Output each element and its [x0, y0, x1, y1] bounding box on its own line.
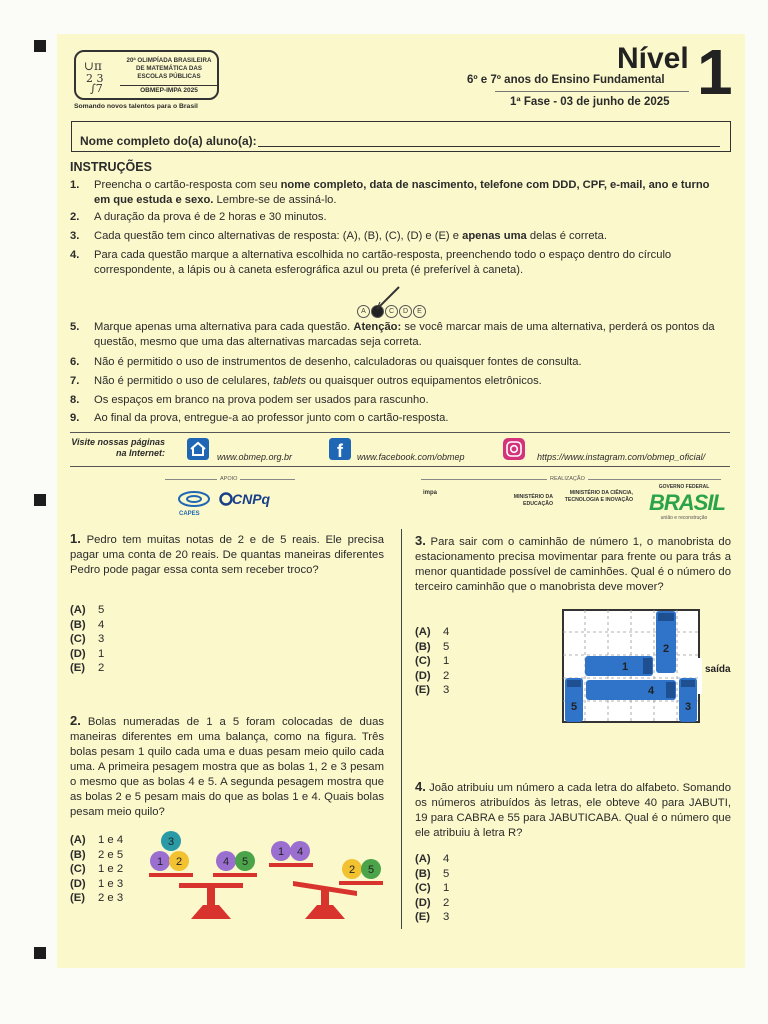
cnpq-logo-icon [219, 492, 233, 506]
option[interactable]: (B) 5 [415, 867, 450, 880]
option[interactable]: (C) 1 [415, 882, 450, 895]
scale-post [321, 889, 329, 907]
ball-5 [361, 859, 381, 879]
exit-label: saída [705, 664, 731, 675]
instruction-item: 4. Para cada questão marque a alternativa escolhida no cartão-resposta, preenchendo todo o espaço dentro do círculo correspondente, a lápis ou à caneta esferográfica azul ou preta (é preferível à caneta). [70, 249, 672, 276]
logo-tagline: Somando novos talentos para o Brasil [74, 103, 198, 110]
scale-pan-right [213, 873, 257, 877]
logo-title: 20ª OLIMPÍADA BRASILEIRA DE MATEMÁTICA DAS ESCOLAS PÚBLICAS [126, 57, 212, 80]
option[interactable]: (E) 2 [70, 662, 105, 675]
support-caption: APOIO [217, 476, 240, 482]
option[interactable]: (E) 3 [415, 684, 450, 697]
svg-text:1: 1 [277, 846, 285, 858]
option[interactable]: (D) 2 [415, 896, 450, 909]
option[interactable]: (A) 1 e 4 [70, 834, 124, 846]
scale-pan-right [339, 881, 383, 885]
bubble-a: A [357, 305, 370, 318]
ball-1 [150, 851, 170, 871]
question-3-text: 3. Para sair com o caminhão de número 1, o manobrista do estacionamento precisa movimentar para frente ou para trás a menor quantidade possível de caminhões. Qual é o número do terceiro caminhão que o manobrista deve mover? [415, 533, 731, 593]
exit-gap [698, 658, 702, 694]
option[interactable]: (A) 4 [415, 853, 450, 865]
truck-4 [586, 680, 676, 700]
instruction-item: 5. Marque apenas uma alternativa para cada questão. Atenção: se você marcar mais de uma alternativa, perderá os pontos da questão, mesmo que uma das alternativas marcadas seja correta. [70, 321, 715, 348]
level-number: 1 [697, 36, 733, 108]
grade-range: 6º e 7º anos do Ensino Fundamental [467, 74, 665, 86]
visit-label: Visite nossas páginas na Internet: [71, 437, 165, 458]
svg-text:f: f [337, 441, 343, 460]
scale-2 [269, 841, 383, 919]
cnpq-logo-text: CNPq [232, 491, 271, 507]
svg-text:2 3: 2 3 [86, 72, 104, 85]
scale-1 [149, 831, 257, 919]
svg-text:5: 5 [367, 864, 375, 876]
gov-brasil-logo: BRASIL [649, 490, 725, 515]
svg-text:5: 5 [570, 701, 578, 713]
instruction-item: 9. Ao final da prova, entregue-a ao professor junto com o cartão-resposta. [70, 412, 449, 424]
svg-text:1: 1 [156, 856, 164, 868]
realization-caption: REALIZAÇÃO [547, 476, 588, 482]
svg-text:4: 4 [647, 685, 655, 697]
capes-logo-text: CAPES [179, 511, 200, 517]
bubble-e: E [413, 305, 426, 318]
svg-text:2: 2 [348, 864, 356, 876]
instagram-link[interactable]: https://www.instagram.com/obmep_oficial/ [537, 452, 706, 462]
exam-sheet [57, 34, 745, 968]
scale-base [191, 905, 231, 919]
svg-text:∫7: ∫7 [90, 82, 103, 94]
capes-logo-icon [177, 490, 211, 508]
student-name-label: Nome completo do(a) aluno(a): [80, 134, 257, 148]
site-link[interactable]: www.obmep.org.br [217, 452, 293, 462]
question-4-options [415, 852, 449, 925]
student-name-box [71, 121, 731, 152]
svg-text:2: 2 [662, 643, 670, 655]
student-name-field[interactable] [258, 146, 720, 147]
math-symbols-icon [82, 56, 118, 94]
question-1-options [70, 603, 104, 676]
option[interactable]: (E) 3 [415, 911, 450, 924]
home-icon[interactable] [187, 438, 209, 460]
option[interactable]: (E) 2 e 3 [70, 892, 124, 905]
instruction-item: 6. Não é permitido o uso de instrumentos de desenho, calculadoras ou quaisquer fontes de consulta. [70, 356, 582, 368]
question-2-text: 2. Bolas numeradas de 1 a 5 foram colocadas de duas maneiras diferentes em uma balança, como na figura. Três bolas pesam 1 quilo cada uma e duas pesam meio quilo cada uma. A primeira pesagem mostra que as bolas 1, 2 e 3 pesam o mesmo que as bolas 4 e 5. A segunda pesagem mostra que as bolas 2 e 5 pesam mais do que as bolas 1 e 4. Quais bolas pesam meio quilo? [70, 713, 384, 818]
ball-2 [342, 859, 362, 879]
svg-text:1: 1 [621, 661, 629, 673]
truck-3 [679, 678, 697, 722]
instruction-item: 3. Cada questão tem cinco alternativas de resposta: (A), (B), (C), (D) e (E) e apenas uma delas é correta. [70, 230, 607, 242]
instruction-item: 2. A duração da prova é de 2 horas e 30 minutos. [70, 211, 327, 223]
instructions-title: INSTRUÇÕES [70, 160, 152, 174]
option[interactable]: (C) 3 [70, 633, 105, 646]
mcti-logo-text: MINISTÉRIO DA CIÊNCIA, TECNOLOGIA E INOVAÇÃO [564, 490, 633, 503]
svg-text:4: 4 [222, 856, 230, 868]
impa-logo-text: impa [423, 490, 438, 496]
option[interactable]: (C) 1 e 2 [70, 863, 124, 876]
mec-logo-text: MINISTÉRIO DA EDUCAÇÃO [513, 494, 553, 507]
option[interactable]: (D) 1 e 3 [70, 877, 124, 890]
question-1-text: 1. Pedro tem muitas notas de 2 e de 5 reais. Ele precisa pagar uma conta de 20 reais. De quantas maneiras diferentes Pedro pode pagar essa conta sem receber troco? [70, 531, 384, 576]
question-4-text: 4. João atribuiu um número a cada letra do alfabeto. Somando os números atribuídos às letras, ele obteve 40 para JABUTI, 19 para CABRA e 55 para JABUTICABA. Qual é o número que ele atribuiu à letra R? [415, 779, 731, 839]
option[interactable]: (C) 1 [415, 655, 450, 668]
scale-pan-left [269, 863, 313, 867]
svg-text:3: 3 [684, 701, 692, 713]
instruction-item: 8. Os espaços em branco na prova podem ser usados para rascunho. [70, 394, 429, 406]
logo-subtitle: OBMEP-IMPA 2025 [120, 85, 218, 94]
facebook-icon[interactable] [329, 438, 351, 460]
facebook-link[interactable]: www.facebook.com/obmep [357, 452, 465, 462]
ball-5 [235, 851, 255, 871]
option[interactable]: (A) 4 [415, 626, 450, 638]
ball-3 [161, 831, 181, 851]
obmep-logo [74, 50, 219, 100]
ball-1 [271, 841, 291, 861]
option[interactable]: (D) 2 [415, 669, 450, 682]
ball-2 [169, 851, 189, 871]
instruction-item: 1. Preencha o cartão-resposta com seu nome completo, data de nascimento, telefone com DDD, CPF, e-mail, ano e turno em que estuda e sexo. Lembre-se de assiná-lo. [70, 179, 710, 206]
scale-post [207, 887, 215, 907]
divider [70, 432, 730, 433]
column-divider [401, 529, 402, 929]
answer-bubble-example [357, 300, 447, 322]
level-label: Nível [617, 42, 689, 75]
registration-mark [34, 947, 46, 959]
scale-pan-left [149, 873, 193, 877]
instruction-item: 7. Não é permitido o uso de celulares, tablets ou quaisquer outros equipamentos eletrônicos. [70, 375, 542, 387]
pen-icon [373, 284, 403, 312]
bubble-d: D [399, 305, 412, 318]
ball-4 [216, 851, 236, 871]
option[interactable]: (B) 2 e 5 [70, 848, 124, 861]
truck-1 [585, 656, 653, 676]
bubble-c: C [385, 305, 398, 318]
svg-text:5: 5 [241, 856, 249, 868]
registration-mark [34, 40, 46, 52]
balance-scales-figure [143, 829, 389, 925]
parking-lot-figure [561, 608, 741, 726]
question-3-options [415, 625, 449, 698]
impa-logo-icon [421, 498, 461, 514]
option[interactable]: (A) 5 [70, 604, 105, 616]
truck-5 [565, 678, 583, 722]
instagram-icon[interactable] [503, 438, 525, 460]
svg-text:2: 2 [175, 856, 183, 868]
registration-mark [34, 494, 46, 506]
gov-motto: união e reconstrução [660, 515, 708, 521]
option[interactable]: (D) 1 [70, 647, 105, 660]
svg-text:∪π: ∪π [84, 59, 102, 73]
divider [70, 466, 730, 467]
scale-base [305, 905, 345, 919]
ball-4 [290, 841, 310, 861]
truck-2 [656, 611, 676, 673]
exam-phase-date: 1ª Fase - 03 de junho de 2025 [510, 96, 670, 108]
svg-text:4: 4 [296, 846, 304, 858]
option[interactable]: (B) 5 [415, 640, 450, 653]
option[interactable]: (B) 4 [70, 618, 105, 631]
gov-label: GOVERNO FEDERAL [658, 484, 710, 490]
divider [495, 91, 689, 92]
svg-text:3: 3 [167, 836, 175, 848]
question-2-options [70, 833, 123, 906]
